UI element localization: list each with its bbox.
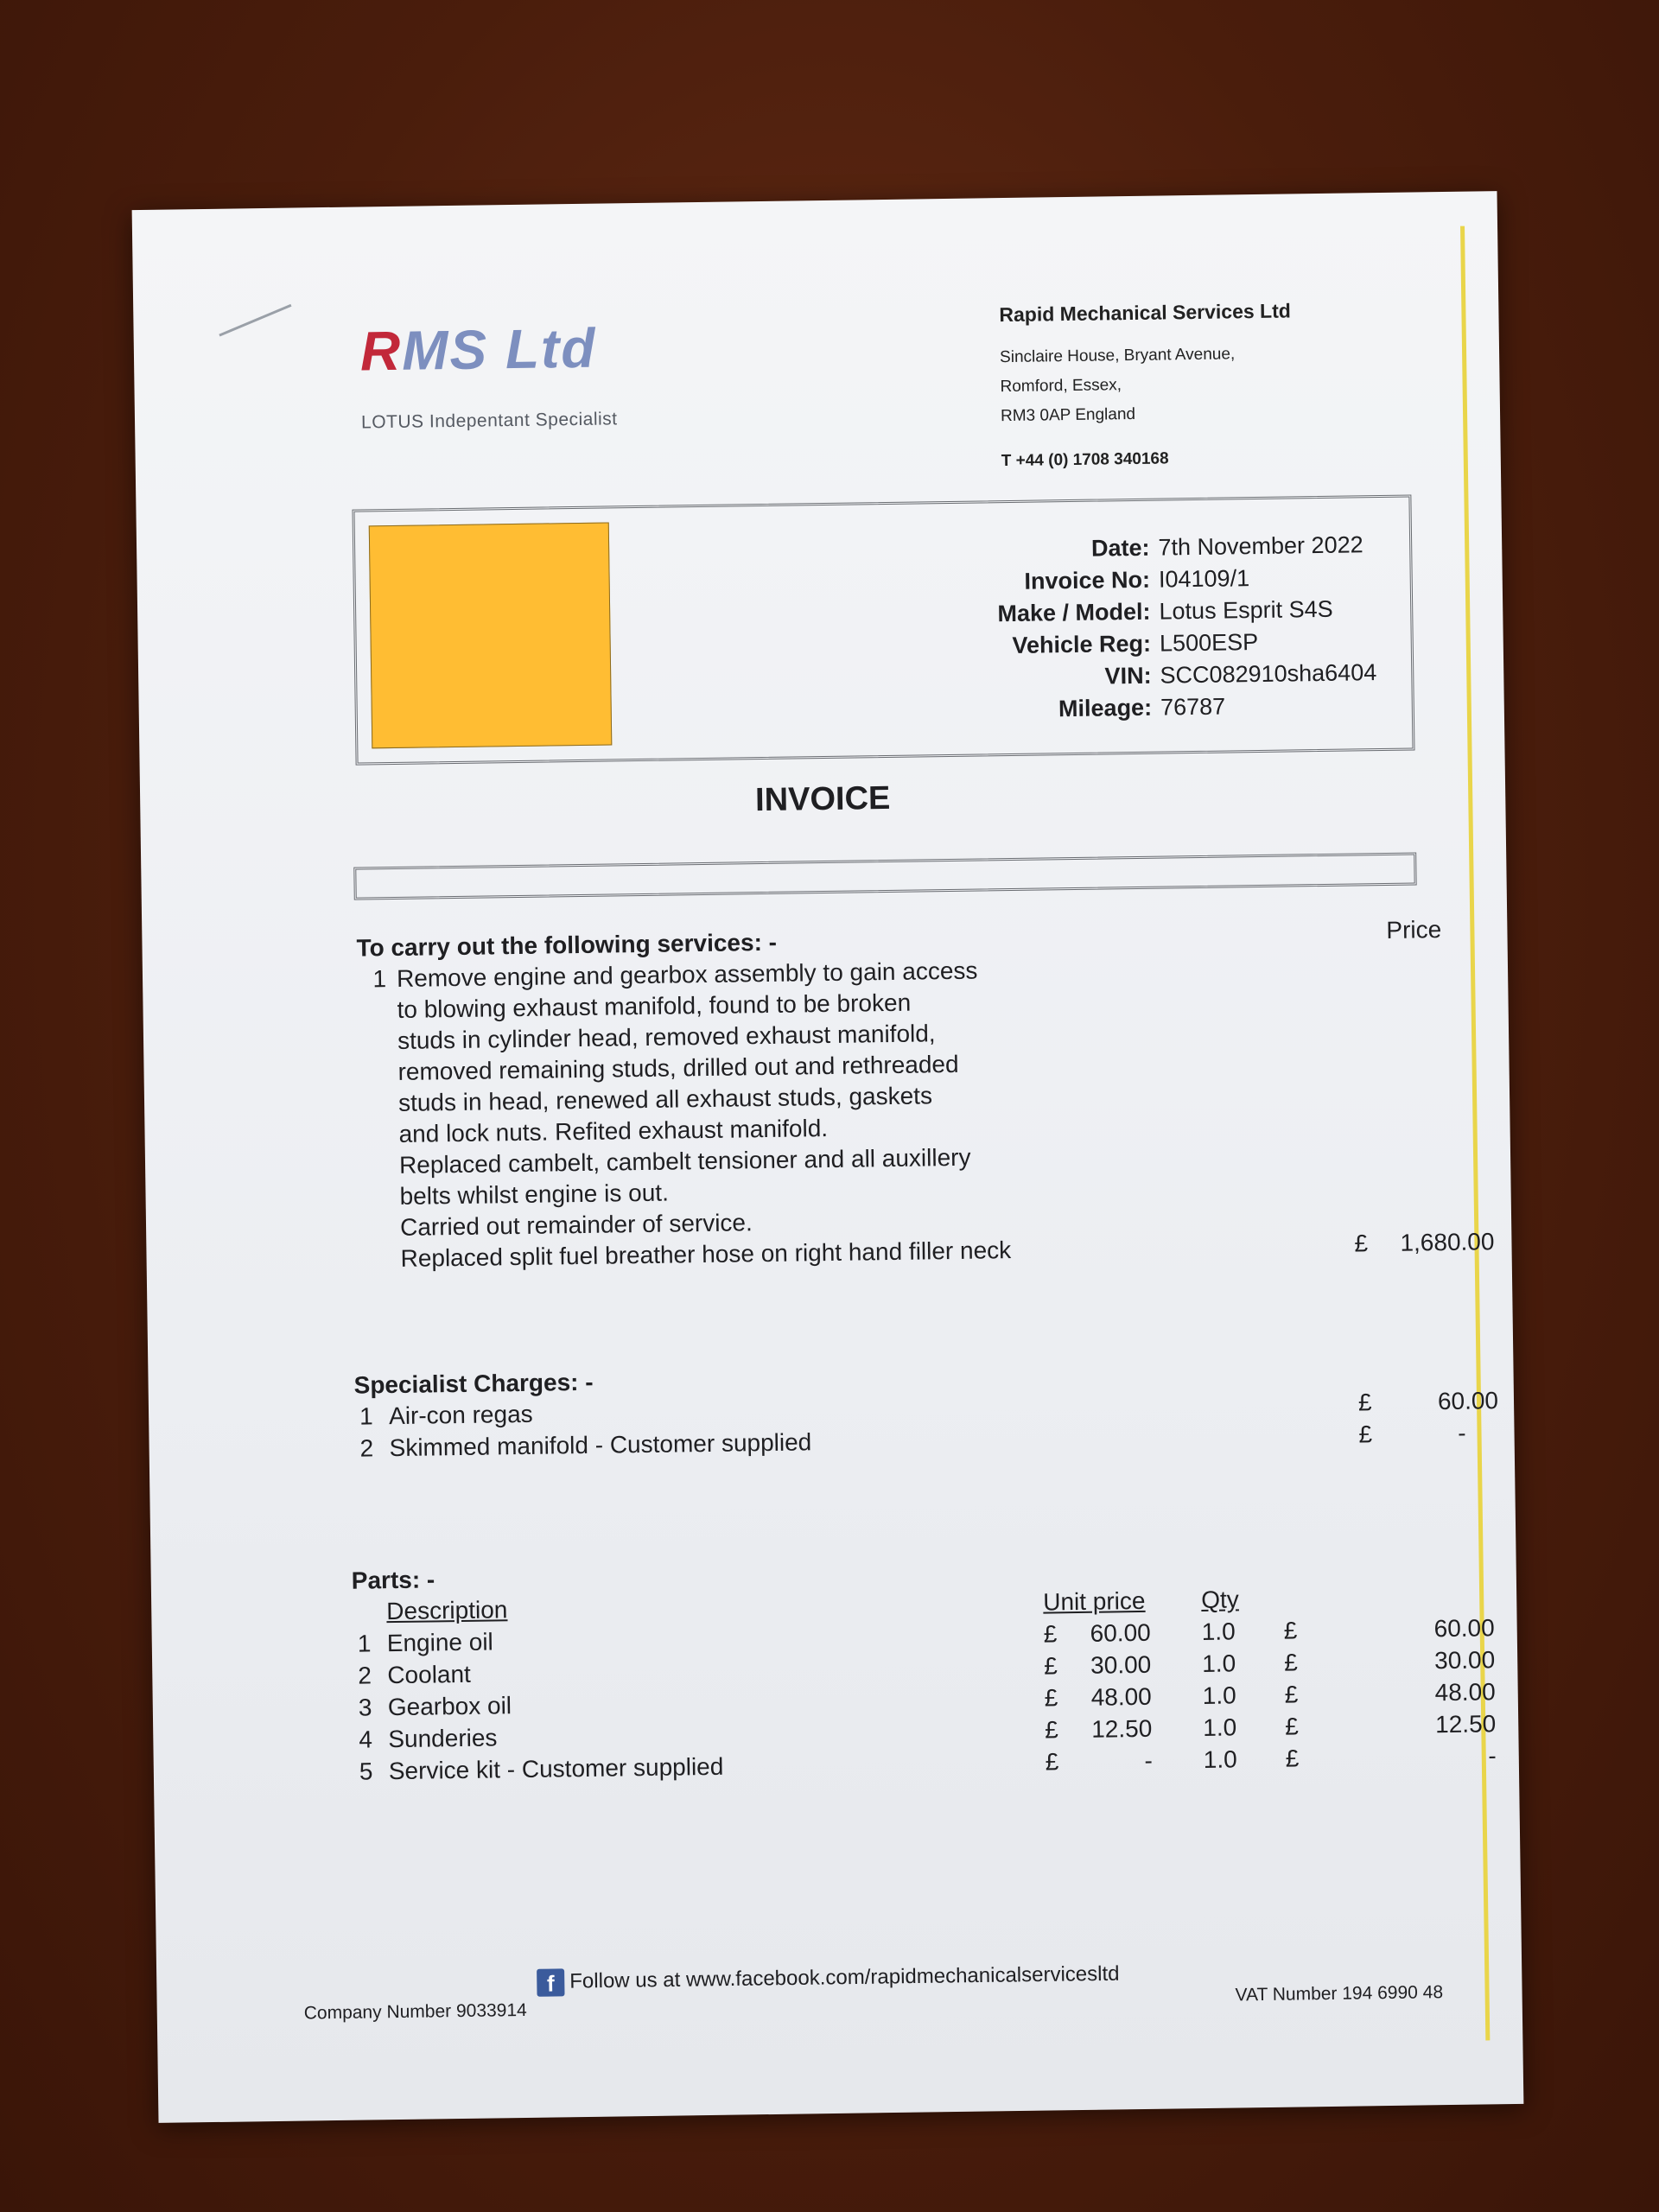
service-item-number: 1 [372, 965, 387, 993]
facebook-link: Follow us at www.facebook.com/rapidmechanicalservicesltd [569, 1961, 1120, 1993]
unit-currency: £ [1045, 1716, 1059, 1744]
vehicle-info-box [352, 494, 1414, 765]
parts-heading: Parts: - [351, 1566, 435, 1594]
unit-currency: £ [1043, 1620, 1058, 1648]
row-description: Engine oil [386, 1628, 493, 1657]
vin-label: VIN: [1104, 662, 1152, 690]
service-line: Carried out remainder of service. [399, 1209, 753, 1241]
services-heading: To carry out the following services: - [356, 928, 778, 962]
specialist-heading: Specialist Charges: - [353, 1368, 594, 1399]
quantity: 1.0 [1202, 1681, 1236, 1710]
quantity: 1.0 [1202, 1649, 1236, 1678]
row-description: Gearbox oil [387, 1692, 512, 1721]
total-currency: £ [1285, 1745, 1300, 1772]
logo-initial: R [359, 319, 403, 383]
vehicle-reg-label: Vehicle Reg: [1012, 630, 1152, 658]
total-currency: £ [1285, 1713, 1300, 1740]
row-currency: £ [1358, 1421, 1373, 1448]
unit-price: - [1144, 1746, 1154, 1774]
service-line: to blowing exhaust manifold, found to be broken [397, 988, 912, 1023]
empty-bar [353, 852, 1416, 899]
service-currency: £ [1354, 1230, 1369, 1257]
row-price: - [1457, 1419, 1466, 1446]
row-price: 60.00 [1437, 1387, 1499, 1415]
total-currency: £ [1284, 1649, 1299, 1676]
quantity: 1.0 [1203, 1745, 1237, 1773]
address-line-2: Romford, Essex, [1000, 376, 1122, 397]
company-block [999, 296, 1293, 476]
total-currency: £ [1283, 1617, 1298, 1644]
tagline: LOTUS Indepentant Specialist [360, 409, 618, 433]
make-model-label: Make / Model: [997, 598, 1151, 627]
total-price: 60.00 [1433, 1614, 1495, 1643]
redacted-address-block [369, 522, 613, 748]
row-description: Coolant [387, 1660, 472, 1689]
unit-price: 60.00 [1090, 1618, 1151, 1647]
company-logo [359, 316, 597, 384]
row-description: Air-con regas [388, 1400, 533, 1430]
unit-currency: £ [1045, 1748, 1059, 1776]
total-price: - [1488, 1742, 1497, 1770]
service-price: 1,680.00 [1400, 1228, 1495, 1256]
invoice-paper [132, 191, 1524, 2123]
facebook-icon: f [537, 1968, 564, 1996]
service-line: Replaced cambelt, cambelt tensioner and all auxillery [398, 1143, 971, 1179]
row-number: 3 [358, 1694, 372, 1721]
service-line: studs in cylinder head, removed exhaust manifold, [397, 1020, 936, 1054]
row-description: Service kit - Customer supplied [388, 1752, 724, 1785]
mileage-label: Mileage: [1058, 694, 1153, 722]
service-text: Remove engine and gearbox assembly to gain access [396, 957, 978, 992]
total-price: 30.00 [1433, 1646, 1496, 1675]
service-line: belts whilst engine is out. [399, 1179, 670, 1210]
row-number: 2 [358, 1662, 372, 1689]
make-model-value: Lotus Esprit S4S [1159, 595, 1333, 625]
unit-price-column-header: Unit price [1042, 1586, 1146, 1616]
row-number: 1 [359, 1402, 373, 1430]
address-line-1: Sinclaire House, Bryant Avenue, [999, 345, 1236, 367]
mileage-value: 76787 [1160, 693, 1226, 721]
invoice-no-label: Invoice No: [1024, 566, 1151, 594]
row-number: 5 [359, 1758, 373, 1785]
service-line: removed remaining studs, drilled out and rethreaded [397, 1050, 959, 1085]
date-label: Date: [1090, 534, 1150, 562]
row-number: 1 [357, 1630, 372, 1657]
address-line-3: RM3 0AP England [1000, 404, 1136, 426]
service-line: and lock nuts. Refited exhaust manifold. [398, 1114, 829, 1147]
service-line: studs in head, renewed all exhaust studs, gaskets [397, 1082, 933, 1116]
price-heading: Price [1386, 916, 1442, 944]
specialist-section [353, 1355, 1499, 1465]
parts-section [351, 1550, 1497, 1788]
unit-price: 30.00 [1090, 1650, 1152, 1679]
total-currency: £ [1284, 1681, 1299, 1708]
facebook-footer [537, 1961, 1120, 1996]
vat-number: VAT Number 194 6990 48 [1235, 1982, 1444, 2005]
vehicle-details [996, 531, 1377, 724]
unit-currency: £ [1044, 1684, 1058, 1712]
date-value: 7th November 2022 [1158, 531, 1363, 561]
row-number: 2 [359, 1434, 374, 1462]
company-number: Company Number 9033914 [303, 1999, 527, 2024]
row-number: 4 [359, 1726, 373, 1753]
invoice-title: INVOICE [754, 779, 891, 819]
services-section [356, 918, 1423, 1274]
description-column-header: Description [386, 1596, 508, 1625]
vin-value: SCC082910sha6404 [1160, 659, 1377, 689]
parts-rows [353, 1613, 1497, 1788]
total-price: 48.00 [1434, 1678, 1496, 1707]
company-name: Rapid Mechanical Services Ltd [999, 299, 1292, 327]
staple-mark [219, 304, 291, 337]
qty-column-header: Qty [1200, 1586, 1239, 1614]
unit-price: 12.50 [1090, 1714, 1153, 1743]
quantity: 1.0 [1201, 1618, 1236, 1646]
unit-price: 48.00 [1090, 1682, 1152, 1711]
logo-rest: MS Ltd [401, 316, 597, 382]
service-line: Replaced split fuel breather hose on right hand filler neck [400, 1236, 1012, 1272]
quantity: 1.0 [1203, 1713, 1237, 1741]
vehicle-reg-value: L500ESP [1159, 628, 1259, 657]
row-description: Skimmed manifold - Customer supplied [389, 1428, 812, 1462]
total-price: 12.50 [1434, 1710, 1497, 1738]
row-description: Sunderies [388, 1724, 498, 1753]
unit-currency: £ [1044, 1652, 1058, 1680]
phone-number: T +44 (0) 1708 340168 [1001, 449, 1169, 471]
invoice-no-value: I04109/1 [1158, 565, 1250, 593]
row-currency: £ [1357, 1389, 1372, 1416]
